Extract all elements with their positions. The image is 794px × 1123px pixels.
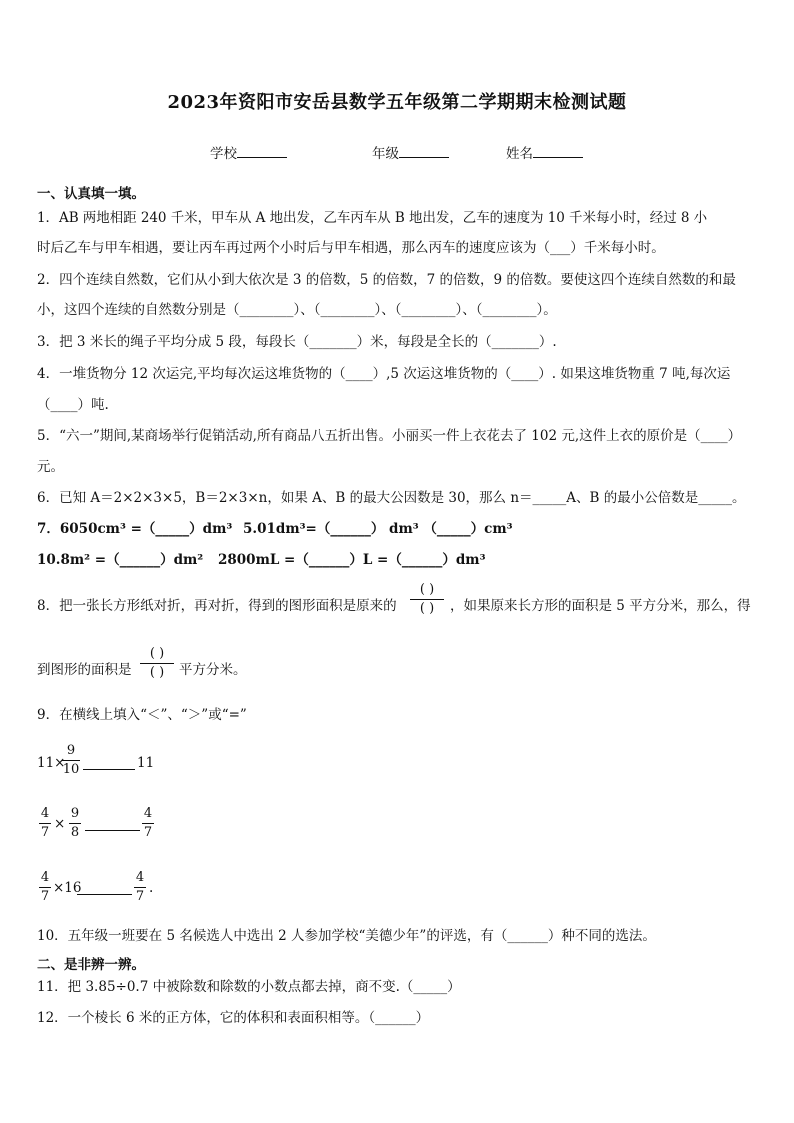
expr-1-right: 11 <box>137 755 155 771</box>
expr-1-answer-blank <box>83 769 135 770</box>
question-8-part-4: 平方分米。 <box>179 662 247 678</box>
name-label: 姓名 <box>506 146 533 162</box>
question-7-row-2-a: 10.8m² =（______）dm² <box>37 552 204 568</box>
section-heading-judge: 二、是非辨一辨。 <box>37 957 145 973</box>
question-2-line-1: 2．四个连续自然数，它们从小到大依次是 3 的倍数，5 的倍数，7 的倍数，9 的倍数。要使这四个连续自然数的和最 <box>37 272 736 288</box>
question-7-row-1-b: 5.01dm³=（______） dm³ （_____）cm³ <box>243 521 513 537</box>
fraction-numerator: 4 <box>40 806 50 821</box>
question-8-part-2: ，如果原来长方形的面积是 5 平方分米，那么，得 <box>450 598 751 614</box>
fraction-bar <box>410 599 444 600</box>
expr-3-fraction-2 <box>134 870 146 905</box>
fraction-bar <box>39 823 51 824</box>
question-8-fraction-2 <box>140 646 174 681</box>
expr-3-end: . <box>149 880 154 896</box>
grade-field <box>372 142 449 162</box>
fraction-numerator: 9 <box>70 806 80 821</box>
fraction-numerator: 4 <box>135 870 145 885</box>
fraction-denominator: ( ) <box>419 601 435 616</box>
expr-2-fraction-3 <box>142 806 154 841</box>
question-12: 12．一个棱长 6 米的正方体，它的体积和表面积相等。（______） <box>37 1010 430 1026</box>
fraction-denominator: 7 <box>143 825 153 840</box>
expr-2-times: × <box>54 816 66 832</box>
fraction-bar <box>69 823 81 824</box>
expr-2-fraction-2 <box>69 806 81 841</box>
fraction-bar <box>62 760 80 761</box>
question-8-fraction-1 <box>410 582 444 617</box>
name-field <box>506 142 583 162</box>
question-8-part-1: 8．把一张长方形纸对折，再对折，得到的图形面积是原来的 <box>37 598 397 614</box>
question-8-part-3: 到图形的面积是 <box>37 662 132 678</box>
question-6: 6．已知 A＝2×2×3×5，B＝2×3×n，如果 A、B 的最大公因数是 30，那么 n＝_____A、B 的最小公倍数是_____。 <box>37 490 746 506</box>
fraction-numerator: 4 <box>143 806 153 821</box>
section-heading-fill: 一、认真填一填。 <box>37 186 145 202</box>
fraction-denominator: 7 <box>40 889 50 904</box>
page-title: 2023年资阳市安岳县数学五年级第二学期期末检测试题 <box>167 92 627 113</box>
fraction-denominator: 8 <box>70 825 80 840</box>
fraction-bar <box>39 887 51 888</box>
fraction-denominator: 7 <box>135 889 145 904</box>
question-4-line-2: （____）吨. <box>37 397 109 413</box>
question-7-row-1-a: 7．6050cm³ =（_____）dm³ <box>37 521 233 537</box>
question-5-line-1: 5．“六一”期间,某商场举行促销活动,所有商品八五折出售。小丽买一件上衣花去了 102 元,这件上衣的原价是（____） <box>37 428 742 444</box>
expr-1-fraction <box>62 743 80 778</box>
question-1-line-2: 时后乙车与甲车相遇，要让丙车再过两个小时后与甲车相遇，那么丙车的速度应该为（___）千米每小时。 <box>37 240 665 256</box>
question-2-line-2: 小，这四个连续的自然数分别是（________）、（________）、（________）、（________）。 <box>37 302 557 318</box>
expr-3-times: ×16 <box>53 880 82 896</box>
question-10: 10．五年级一班要在 5 名候选人中选出 2 人参加学校“美德少年”的评选，有（______）种不同的选法。 <box>37 928 656 944</box>
expr-3-answer-blank <box>77 894 132 895</box>
question-1-line-1: 1．AB 两地相距 240 千米，甲车从 A 地出发，乙车丙车从 B 地出发，乙车的速度为 10 千米每小时，经过 8 小 <box>37 210 708 226</box>
fraction-numerator: ( ) <box>419 582 435 597</box>
school-blank <box>237 145 287 158</box>
fraction-numerator: 4 <box>40 870 50 885</box>
fraction-bar <box>134 887 146 888</box>
grade-label: 年级 <box>372 146 399 162</box>
fraction-bar <box>142 823 154 824</box>
fraction-numerator: ( ) <box>149 646 165 661</box>
name-blank <box>533 145 583 158</box>
question-5-line-2: 元。 <box>37 459 64 475</box>
fraction-denominator: 7 <box>40 825 50 840</box>
grade-blank <box>399 145 449 158</box>
expr-2-fraction-1 <box>39 806 51 841</box>
question-9-stem: 9．在横线上填入“＜”、“＞”或“=” <box>37 707 247 723</box>
expr-2-answer-blank <box>85 830 140 831</box>
fraction-numerator: 9 <box>66 743 76 758</box>
question-3: 3．把 3 米长的绳子平均分成 5 段，每段长（_______）米，每段是全长的（_______）. <box>37 334 557 350</box>
school-label: 学校 <box>210 146 237 162</box>
expr-3-fraction-1 <box>39 870 51 905</box>
fraction-bar <box>140 663 174 664</box>
school-field <box>210 142 287 162</box>
fraction-denominator: 10 <box>62 762 80 777</box>
expr-1-left: 11× <box>37 755 66 771</box>
question-11: 11．把 3.85÷0.7 中被除数和除数的小数点都去掉，商不变.（_____） <box>37 979 461 995</box>
question-7-row-2-b: 2800mL =（______）L =（______）dm³ <box>218 552 486 568</box>
question-4-line-1: 4．一堆货物分 12 次运完,平均每次运这堆货物的（____）,5 次运这堆货物的（____）. 如果这堆货物重 7 吨,每次运 <box>37 366 731 382</box>
fraction-denominator: ( ) <box>149 665 165 680</box>
